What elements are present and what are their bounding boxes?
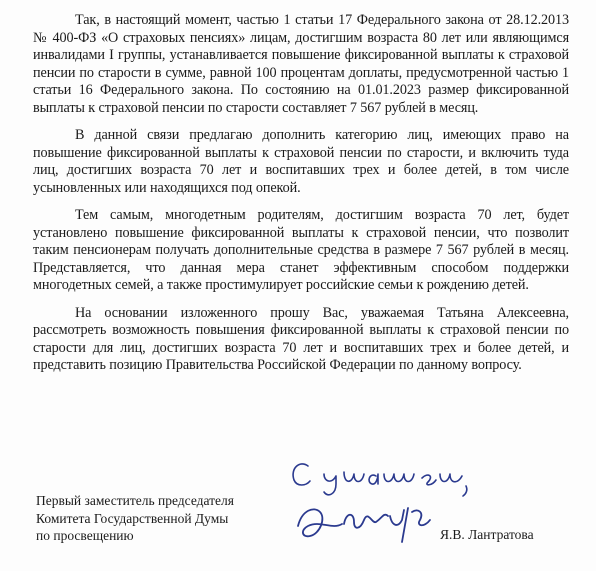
signatory-position [36,492,296,545]
position-line-2: Комитета Государственной Думы [36,510,229,526]
position-line-3: по просвещению [36,528,134,543]
letter-body [33,12,569,385]
paragraph-1: Так, в настоящий момент, частью 1 статьи 17 Федерального закона от 28.12.2013 № 400-ФЗ «О страховых пенсиях» лицам, достигшим возраста 80 лет или являющимся инвалидами I группы, устанавливается повышение фиксированной выплаты к страховой пенсии по старости в сумме, равной 100 процентам доплаты, предусмотренной частью 1 статьи 16 Федерального закона. По состоянию на 01.01.2023 размер фиксированной выплаты к страховой пенсии по старости составляет 7 567 рублей в месяц. [33,12,569,116]
handwritten-signature [280,450,480,560]
paragraph-2: В данной связи предлагаю дополнить категорию лиц, имеющих право на повышение фиксированной выплаты к страховой пенсии по старости, и включить туда лиц, достигших возраста 70 лет и воспитавших трех и более детей, в том числе усыновленных или находящихся под опекой. [33,127,569,196]
signatory-name: Я.В. Лантратова [440,527,534,542]
signature-block [0,450,596,571]
position-line-1: Первый заместитель председателя [36,493,234,508]
paragraph-4: На основании изложенного прошу Вас, уважаемая Татьяна Алексеевна, рассмотреть возможность повышения фиксированной выплаты к страховой пенсии по старости для лиц, достигших возраста 70 лет и воспитавших трех и более детей, и представить позицию Правительства Российской Федерации по данному вопросу. [33,304,569,373]
paragraph-3: Тем самым, многодетным родителям, достигшим возраста 70 лет, будет установлено повышение фиксированной выплаты к страховой пенсии, что позволит таким пенсионерам получать дополнительные средства в размере 7 567 рублей в месяц. Представляется, что данная мера станет эффективным способом поддержки многодетных семей, а также простимулирует российские семьи к рождению детей. [33,207,569,293]
